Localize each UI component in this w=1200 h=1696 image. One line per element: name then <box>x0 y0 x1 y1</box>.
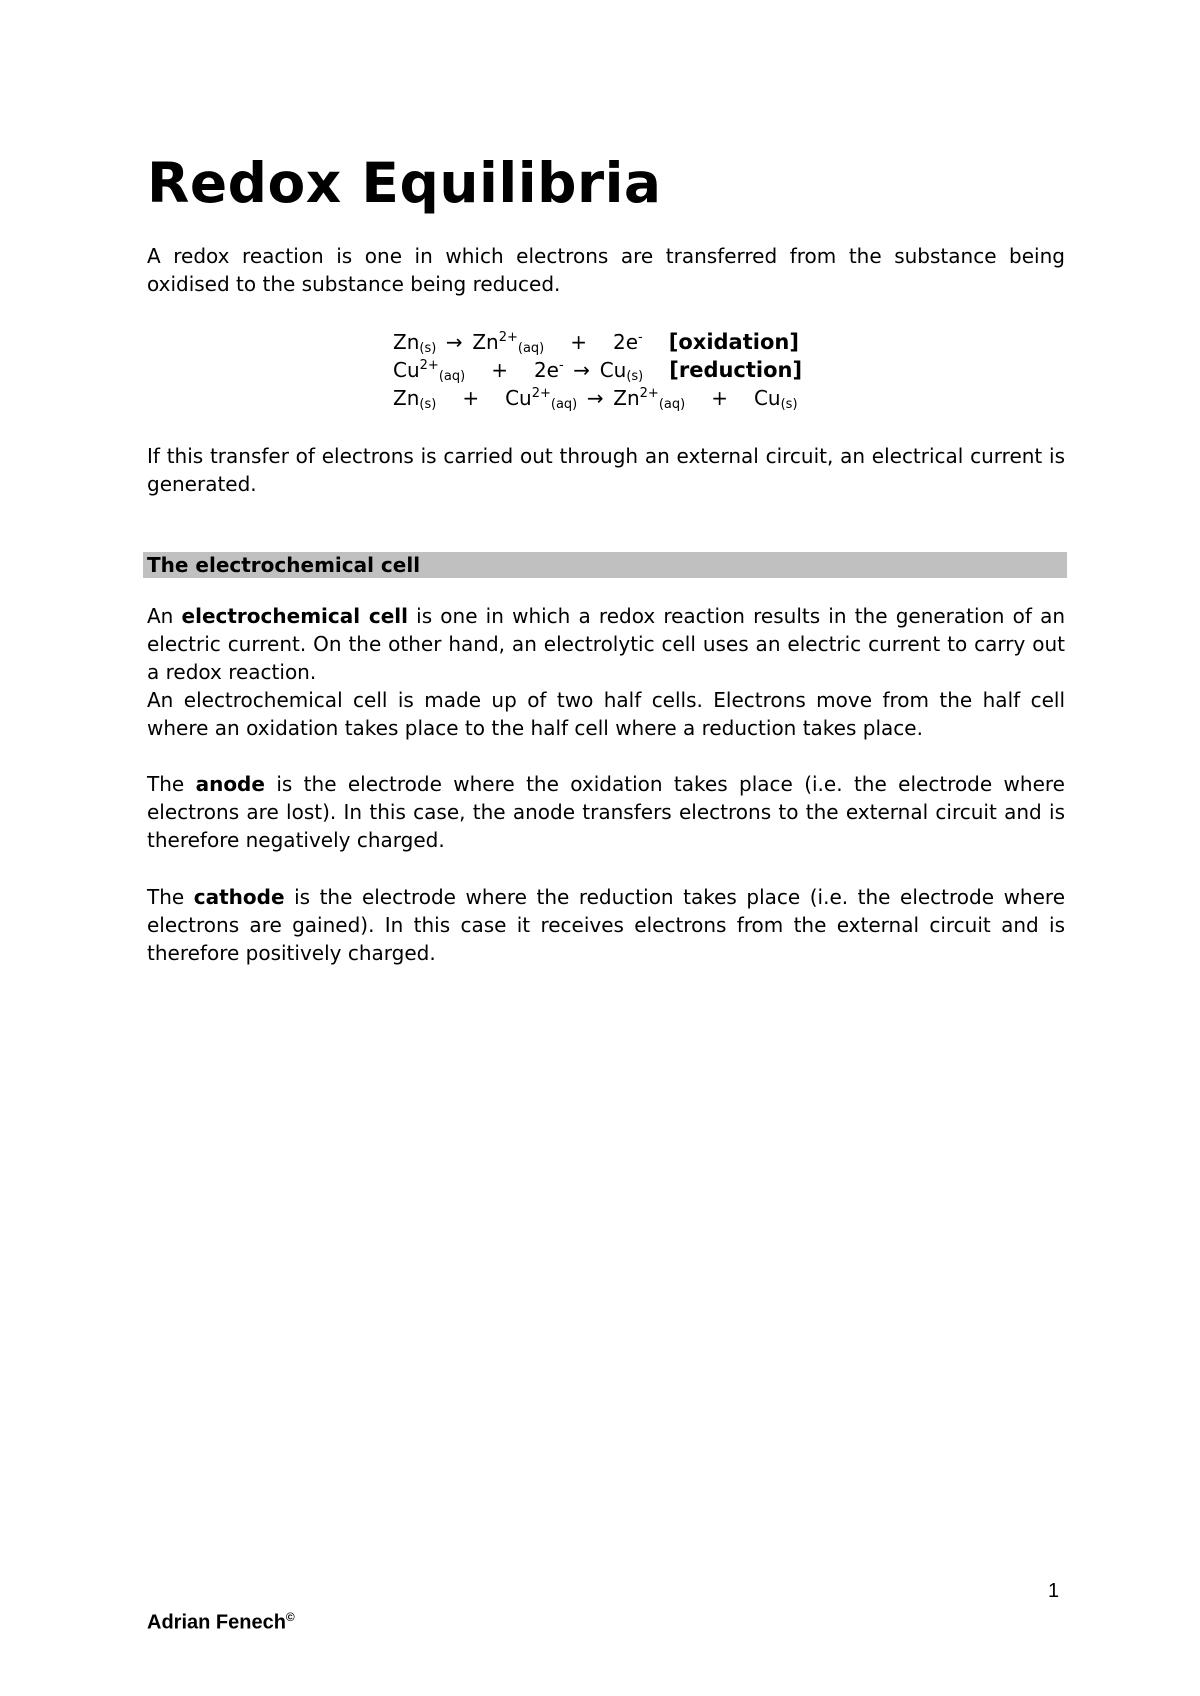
redox-equations <box>393 328 802 412</box>
oxidation-equation: $Zn_{(s)} \to Zn^{2+}_{(aq)} + 2e^-$ [oxidation] <box>393 330 799 356</box>
half-cells-paragraph: An electrochemical cell is made up of two half cells. Electrons move from the half cell where an oxidation takes place to the half cell where a reduction takes place. <box>147 688 1065 740</box>
page-title: Redox Equilibria <box>147 151 662 215</box>
current-paragraph: If this transfer of electrons is carried out through an external circuit, an electrical current is generated. <box>147 444 1065 496</box>
author-credit: Adrian Fenech© <box>147 1610 295 1634</box>
anode-paragraph: The anode is the electrode where the oxidation takes place (i.e. the electrode where electrons are lost). In this case, the anode transfers electrons to the external circuit and is therefore negatively charged. <box>147 772 1065 852</box>
section-heading-bar <box>143 552 1067 578</box>
cathode-paragraph: The cathode is the electrode where the reduction takes place (i.e. the electrode where electrons are gained). In this case it receives electrons from the external circuit and is therefore positively charged. <box>147 885 1065 965</box>
electrochemical-cell-paragraph: An electrochemical cell is one in which a redox reaction results in the generation of an electric current. On the other hand, an electrolytic cell uses an electric current to carry out a redox reaction. <box>147 604 1065 684</box>
section-heading: The electrochemical cell <box>147 553 421 577</box>
overall-equation: $Zn_{(s)} + Cu^{2+}_{(aq)} \to Zn^{2+}_{(aq)} + Cu_{(s)}$ <box>393 386 798 412</box>
term-anode: anode <box>195 772 265 796</box>
term-cathode: cathode <box>193 885 285 909</box>
reduction-equation: $Cu^{2+}_{(aq)} + 2e^- \to Cu_{(s)}$ [reduction] <box>393 358 803 384</box>
copyright-mark: © <box>285 1610 295 1624</box>
intro-paragraph: A redox reaction is one in which electrons are transferred from the substance being oxidised to the substance being reduced. <box>147 244 1065 296</box>
page-number: 1 <box>1048 1580 1060 1602</box>
term-electrochemical-cell: electrochemical cell <box>181 604 408 628</box>
oxidation-tag: [oxidation] <box>668 330 799 354</box>
reduction-tag: [reduction] <box>669 358 803 382</box>
